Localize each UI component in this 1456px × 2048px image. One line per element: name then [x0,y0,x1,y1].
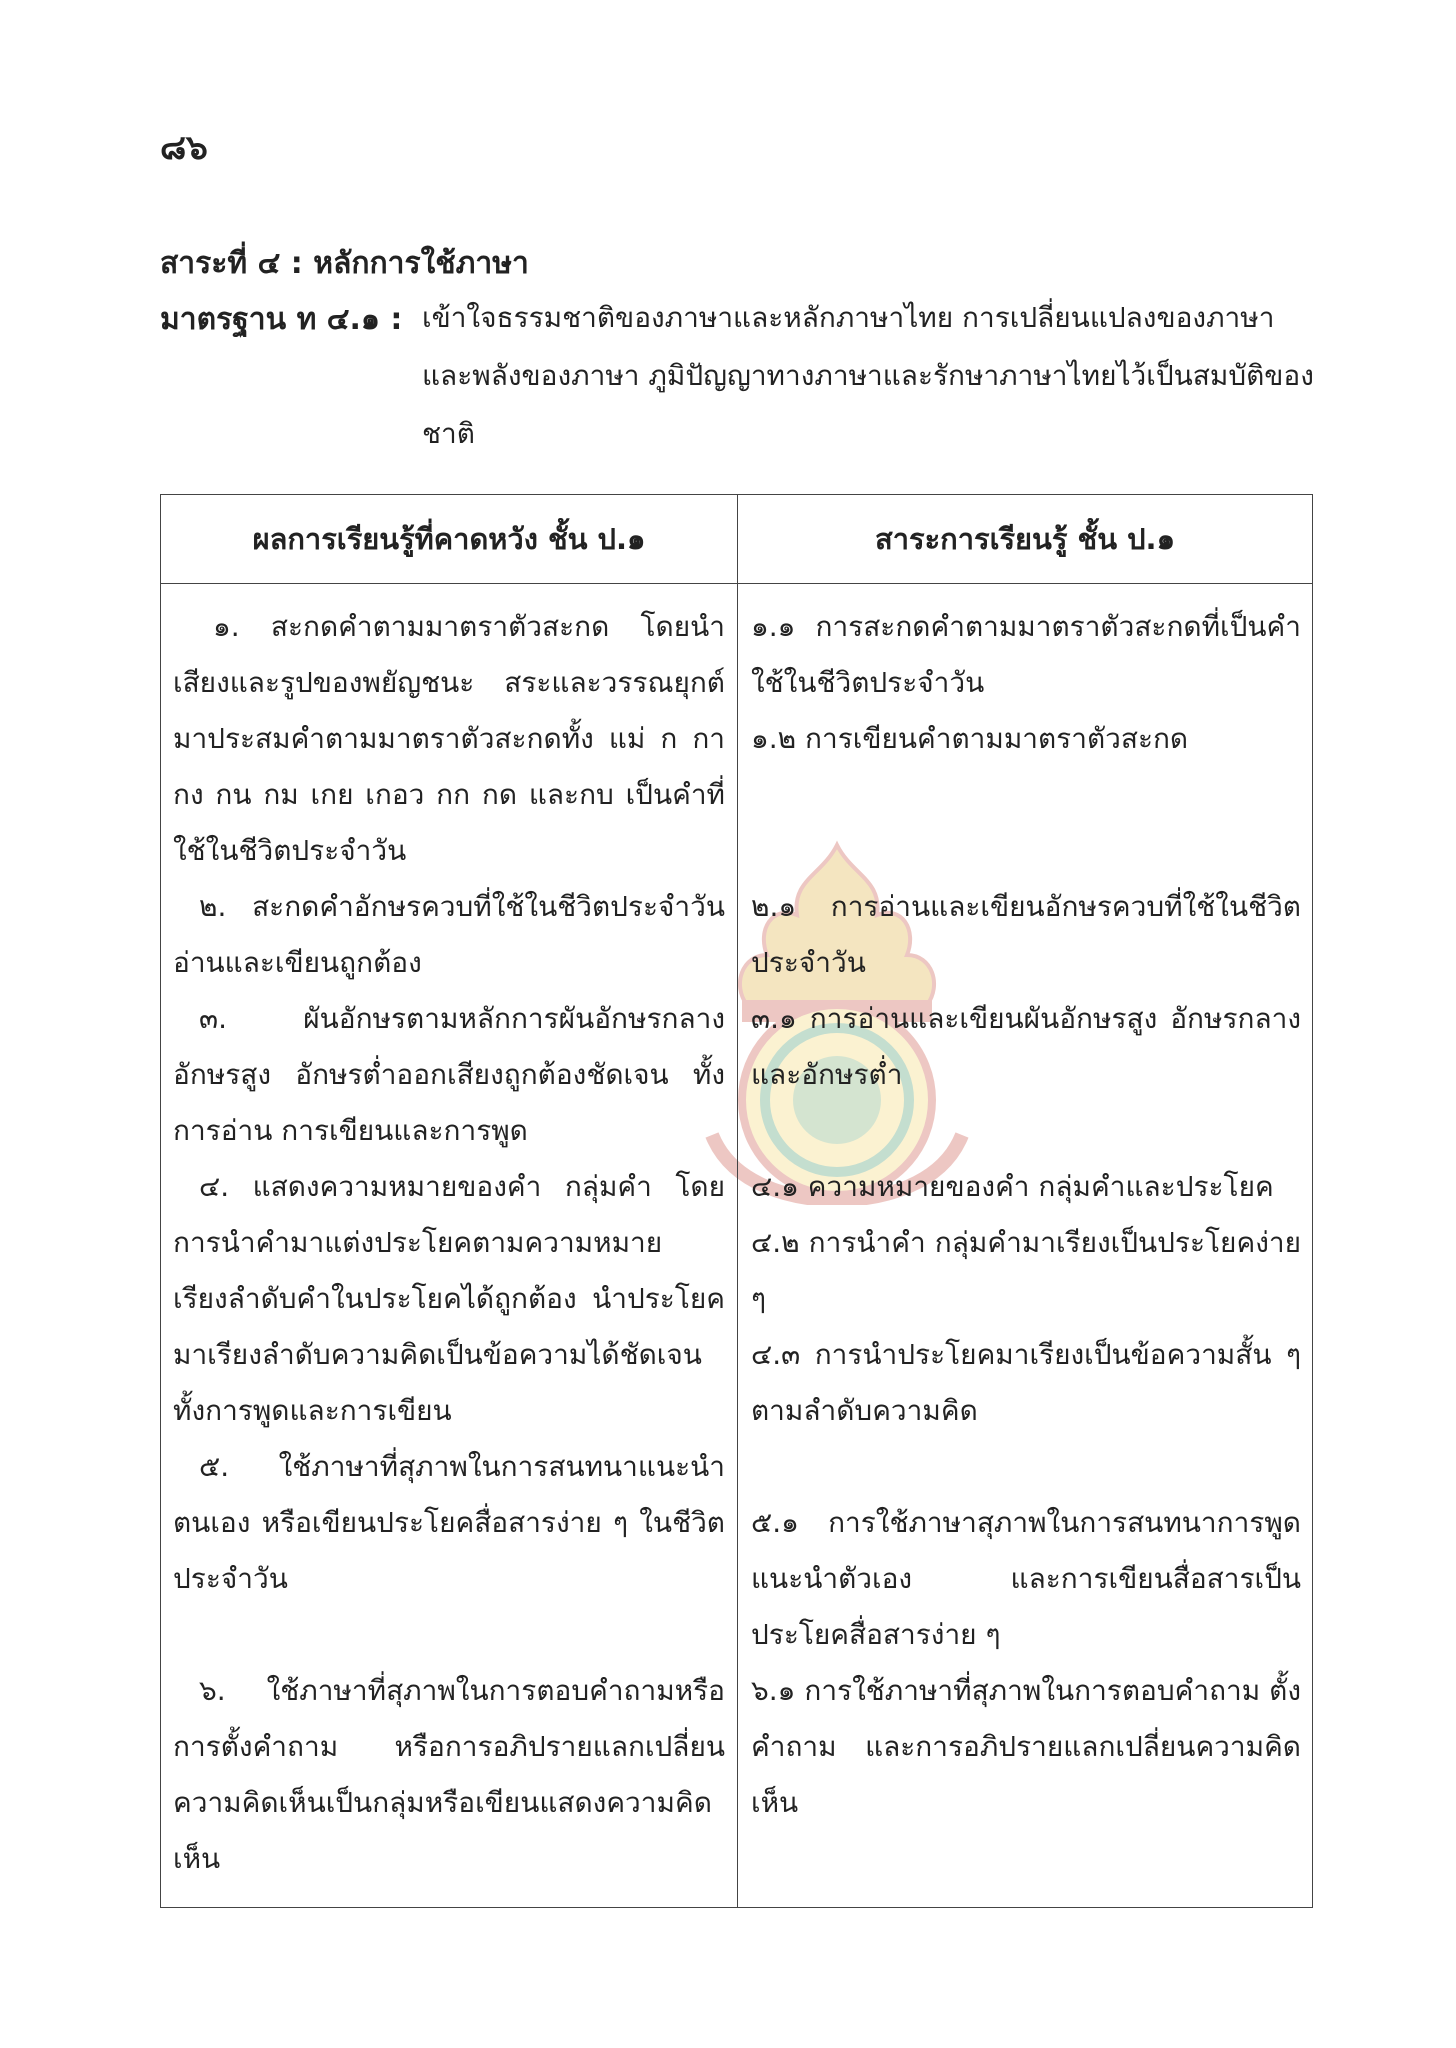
outcome-item: ๕. ใช้ภาษาที่สุภาพในการสนทนาแนะนำตนเอง หรือเขียนประโยคสื่อสารง่าย ๆ ในชีวิตประจำวัน [173,1450,725,1595]
column-divider [737,495,738,1907]
table-header-row [161,495,1312,584]
page-number: ๘๖ [160,128,208,168]
strand-heading: สาระที่ ๔ : หลักการใช้ภาษา [160,246,529,281]
outcome-item: ๑. สะกดคำตามมาตราตัวสะกด โดยนำเสียงและรูปของพยัญชนะ สระและวรรณยุกต์มาประสมคำตามมาตราตัวสะกดทั้ง แม่ ก กา กง กน กม เกย เกอว กก กด และกบ เป็นคำที่ใช้ในชีวิตประจำวัน [173,610,725,867]
header-expected-outcomes: ผลการเรียนรู้ที่คาดหวัง ชั้น ป.๑ [252,522,646,556]
content-item: ๑.๑ การสะกดคำตามมาตราตัวสะกดที่เป็นคำใช้ในชีวิตประจำวัน [751,610,1301,699]
curriculum-table [160,494,1313,1908]
content-item: ๕.๑ การใช้ภาษาสุภาพในการสนทนาการพูดแนะนำตัวเอง และการเขียนสื่อสารเป็นประโยคสื่อสารง่าย ๆ [751,1506,1301,1651]
content-item: ๖.๑ การใช้ภาษาที่สุภาพในการตอบคำถาม ตั้งคำถาม และการอภิปรายแลกเปลี่ยนความคิดเห็น [751,1674,1301,1819]
expected-outcomes-column [173,599,725,1887]
standard-label: มาตรฐาน ท ๔.๑ : [160,302,403,337]
outcome-item: ๔. แสดงความหมายของคำ กลุ่มคำ โดยการนำคำมาแต่งประโยคตามความหมาย เรียงลำดับคำในประโยคได้ถูกต้อง นำประโยคมาเรียงลำดับความคิดเป็นข้อความได้ชัดเจน ทั้งการพูดและการเขียน [173,1170,725,1427]
learning-content-column [751,599,1301,1831]
content-item: ๔.๓ การนำประโยคมาเรียงเป็นข้อความสั้น ๆ ตามลำดับความคิด [751,1338,1301,1427]
content-item: ๓.๑ การอ่านและเขียนผันอักษรสูง อักษรกลางและอักษรต่ำ [751,1002,1301,1091]
standard-text: เข้าใจธรรมชาติของภาษาและหลักภาษาไทย การเปลี่ยนแปลงของภาษาและพลังของภาษา ภูมิปัญญาทางภาษาและรักษาภาษาไทยไว้เป็นสมบัติของชาติ [422,301,1314,450]
header-learning-content: สาระการเรียนรู้ ชั้น ป.๑ [875,522,1175,556]
outcome-item: ๓. ผันอักษรตามหลักการผันอักษรกลาง อักษรสูง อักษรต่ำออกเสียงถูกต้องชัดเจน ทั้งการอ่าน การเขียนและการพูด [173,1002,725,1147]
content-item: ๒.๑ การอ่านและเขียนอักษรควบที่ใช้ในชีวิตประจำวัน [751,890,1301,979]
content-item: ๑.๒ การเขียนคำตามมาตราตัวสะกด [751,722,1189,755]
content-item: ๔.๑ ความหมายของคำ กลุ่มคำและประโยค [751,1170,1274,1203]
outcome-item: ๖. ใช้ภาษาที่สุภาพในการตอบคำถามหรือการตั้งคำถาม หรือการอภิปรายแลกเปลี่ยนความคิดเห็นเป็นกลุ่มหรือเขียนแสดงความคิดเห็น [173,1674,725,1875]
content-item: ๔.๒ การนำคำ กลุ่มคำมาเรียงเป็นประโยคง่าย ๆ [751,1226,1301,1315]
outcome-item: ๒. สะกดคำอักษรควบที่ใช้ในชีวิตประจำวัน อ่านและเขียนถูกต้อง [173,890,725,979]
